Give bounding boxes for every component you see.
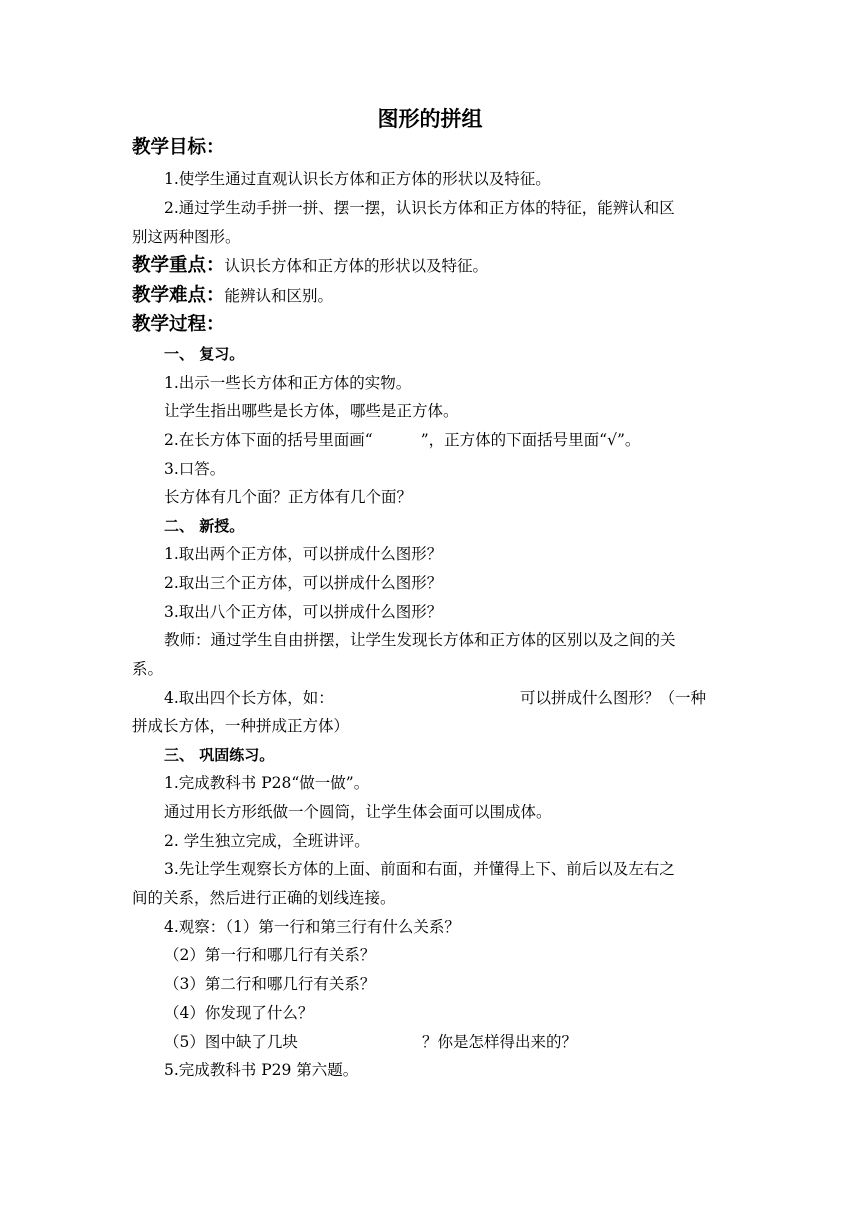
objective-1: 1.使学生通过直观认识长方体和正方体的形状以及特征。 bbox=[164, 170, 551, 188]
teacher-note-continued: 系。 bbox=[132, 660, 164, 678]
review-item-1b: 让学生指出哪些是长方体，哪些是正方体。 bbox=[164, 402, 459, 420]
practice-item-1b: 通过用长方形纸做一个圆筒，让学生体会面可以围成体。 bbox=[164, 803, 552, 821]
section-new-heading: 二、 新授。 bbox=[164, 517, 245, 535]
process-heading: 教学过程： bbox=[132, 314, 225, 335]
new-item-4-end: 拼成长方体，一种拼成正方体） bbox=[132, 717, 350, 735]
practice-item-4-question-3: （3）第二行和哪几行有关系？ bbox=[164, 975, 376, 993]
section-practice-heading: 三、 巩固练习。 bbox=[164, 746, 275, 764]
review-item-2 bbox=[164, 428, 640, 452]
review-item-3: 3.口答。 bbox=[164, 460, 226, 478]
review-item-1: 1.出示一些长方体和正方体的实物。 bbox=[164, 374, 412, 392]
new-item-2: 2.取出三个正方体，可以拼成什么图形？ bbox=[164, 574, 443, 592]
practice-item-5: 5.完成教科书 P29 第六题。 bbox=[164, 1061, 359, 1079]
difficulty-label: 教学难点： bbox=[132, 285, 225, 306]
review-item-2-text-b: ”，正方体的下面括号里面“√”。 bbox=[420, 431, 641, 449]
review-item-3b: 长方体有几个面？正方体有几个面？ bbox=[164, 488, 413, 506]
section-review-heading: 一、 复习。 bbox=[164, 345, 245, 363]
objective-2: 2.通过学生动手拼一拼、摆一摆，认识长方体和正方体的特征，能辨认和区 bbox=[164, 199, 675, 217]
new-item-3: 3.取出八个正方体，可以拼成什么图形？ bbox=[164, 603, 443, 621]
practice-item-4-question-5-continued: ？你是怎样得出来的？ bbox=[422, 1033, 578, 1051]
new-item-4: 4.取出四个长方体，如： bbox=[164, 689, 334, 707]
objectives-heading: 教学目标： bbox=[132, 137, 225, 158]
practice-item-4-question-4: （4）你发现了什么？ bbox=[164, 1004, 314, 1022]
review-item-2-text-a: 2.在长方体下面的括号里面画“ bbox=[164, 431, 373, 449]
practice-item-3-continued: 间的关系，然后进行正确的划线连接。 bbox=[132, 889, 396, 907]
teacher-note: 教师：通过学生自由拼摆，让学生发现长方体和正方体的区别以及之间的关 bbox=[164, 631, 676, 649]
difficulty-point bbox=[132, 284, 333, 308]
objective-2-continued: 别这两种图形。 bbox=[132, 228, 241, 246]
key-point bbox=[132, 254, 488, 278]
practice-item-4-question-5: （5）图中缺了几块 bbox=[164, 1033, 298, 1051]
practice-item-2: 2. 学生独立完成，全班讲评。 bbox=[164, 832, 370, 850]
practice-item-4: 4.观察：（1）第一行和第三行有什么关系？ bbox=[164, 918, 460, 936]
key-point-text: 认识长方体和正方体的形状以及特征。 bbox=[224, 257, 489, 275]
difficulty-text: 能辨认和区别。 bbox=[224, 287, 334, 305]
practice-item-4-question-2: （2）第一行和哪几行有关系？ bbox=[164, 946, 376, 964]
document-title: 图形的拼组 bbox=[377, 107, 483, 131]
practice-item-1: 1.完成教科书 P28“做一做”。 bbox=[164, 774, 370, 792]
new-item-1: 1.取出两个正方体，可以拼成什么图形？ bbox=[164, 545, 443, 563]
practice-item-3: 3.先让学生观察长方体的上面、前面和右面，并懂得上下、前后以及左右之 bbox=[164, 860, 675, 878]
new-item-4-continued: 可以拼成什么图形？（一种 bbox=[520, 689, 707, 707]
key-point-label: 教学重点： bbox=[132, 255, 225, 276]
